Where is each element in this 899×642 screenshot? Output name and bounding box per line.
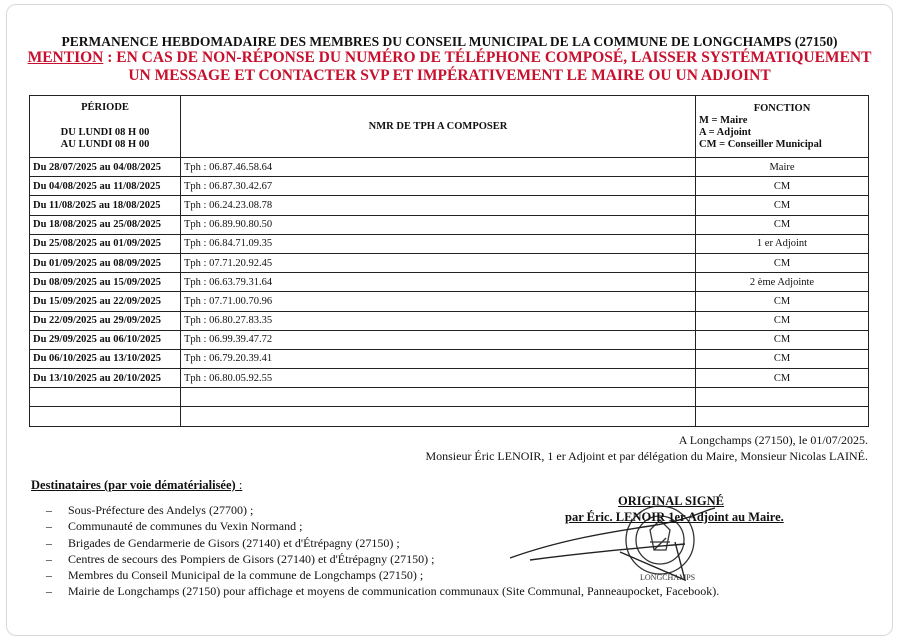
table-row bbox=[30, 330, 869, 349]
phone-cell: Tph : 06.79.20.39.41 bbox=[181, 349, 696, 368]
table-row bbox=[30, 369, 869, 388]
recipient-text: Membres du Conseil Municipal de la commune de Longchamps (27150) ; bbox=[68, 568, 424, 583]
table-row bbox=[30, 253, 869, 272]
period-cell: Du 18/08/2025 au 25/08/2025 bbox=[30, 215, 181, 234]
phone-cell: Tph : 06.99.39.47.72 bbox=[181, 330, 696, 349]
recipient-text: Mairie de Longchamps (27150) pour affichage et moyens de communication communaux (Site Communal, Panneaupocket, Facebook). bbox=[68, 584, 720, 599]
phone-cell: Tph : 06.84.71.09.35 bbox=[181, 234, 696, 253]
phone-cell: Tph : 07.71.00.70.96 bbox=[181, 292, 696, 311]
phone-cell bbox=[181, 388, 696, 407]
mention-line-1 bbox=[0, 49, 899, 67]
table-row bbox=[30, 311, 869, 330]
recipients-title bbox=[31, 478, 242, 493]
recipients-title-text: Destinataires (par voie dématérialisée) bbox=[31, 478, 236, 492]
stamp-text: LONGCHAMPS bbox=[640, 573, 696, 582]
table-row bbox=[30, 158, 869, 177]
signed-by-label: par Éric. LENOIR 1er Adjoint au Maire. bbox=[565, 510, 784, 524]
fonction-cell: CM bbox=[696, 330, 869, 349]
phone-column-header: NMR DE TPH A COMPOSER bbox=[181, 96, 696, 158]
original-signed-label: ORIGINAL SIGNÉ bbox=[618, 494, 724, 508]
table-row bbox=[30, 273, 869, 292]
period-cell: Du 13/10/2025 au 20/10/2025 bbox=[30, 369, 181, 388]
phone-cell: Tph : 06.89.90.80.50 bbox=[181, 215, 696, 234]
table-row bbox=[30, 292, 869, 311]
period-cell: Du 06/10/2025 au 13/10/2025 bbox=[30, 349, 181, 368]
table-row bbox=[30, 234, 869, 253]
period-cell bbox=[30, 407, 181, 426]
period-cell: Du 01/09/2025 au 08/09/2025 bbox=[30, 253, 181, 272]
table-row bbox=[30, 196, 869, 215]
signer-line: Monsieur Éric LENOIR, 1 er Adjoint et par délégation du Maire, Monsieur Nicolas LAINÉ. bbox=[425, 449, 868, 463]
recipient-text: Communauté de communes du Vexin Normand ; bbox=[68, 519, 303, 534]
fonction-cell: CM bbox=[696, 215, 869, 234]
period-cell: Du 25/08/2025 au 01/09/2025 bbox=[30, 234, 181, 253]
bullet-dash: – bbox=[46, 551, 52, 566]
duty-roster-table bbox=[29, 95, 869, 427]
recipient-text: Centres de secours des Pompiers de Gisors (27140) et d'Étrépagny (27150) ; bbox=[68, 551, 435, 566]
table-row bbox=[30, 388, 869, 407]
period-title: PÉRIODE bbox=[81, 102, 129, 113]
period-cell: Du 04/08/2025 au 11/08/2025 bbox=[30, 177, 181, 196]
table-row bbox=[30, 215, 869, 234]
phone-cell: Tph : 06.63.79.31.64 bbox=[181, 273, 696, 292]
period-to: AU LUNDI 08 H 00 bbox=[60, 139, 150, 150]
fonction-cell bbox=[696, 388, 869, 407]
fonction-title: FONCTION bbox=[753, 102, 811, 114]
mention-label: MENTION bbox=[27, 49, 104, 66]
legend-adjoint: A = Adjoint bbox=[699, 126, 752, 138]
fonction-column-header bbox=[696, 96, 869, 158]
period-cell: Du 28/07/2025 au 04/08/2025 bbox=[30, 158, 181, 177]
fonction-cell: CM bbox=[696, 177, 869, 196]
bullet-dash: – bbox=[46, 503, 52, 517]
phone-cell: Tph : 06.80.05.92.55 bbox=[181, 369, 696, 388]
phone-cell: Tph : 06.24.23.08.78 bbox=[181, 196, 696, 215]
fonction-cell bbox=[696, 407, 869, 426]
bullet-dash: – bbox=[46, 535, 52, 550]
legend-conseiller: CM = Conseiller Municipal bbox=[699, 138, 822, 150]
period-cell: Du 29/09/2025 au 06/10/2025 bbox=[30, 330, 181, 349]
recipient-text: Sous-Préfecture des Andelys (27700) ; bbox=[68, 503, 254, 517]
recipient-text: Brigades de Gendarmerie de Gisors (27140) et d'Étrépagny (27150) ; bbox=[68, 535, 400, 550]
fonction-cell: 2 ème Adjointe bbox=[696, 273, 869, 292]
period-cell: Du 15/09/2025 au 22/09/2025 bbox=[30, 292, 181, 311]
table-row bbox=[30, 177, 869, 196]
phone-cell: Tph : 07.71.20.92.45 bbox=[181, 253, 696, 272]
fonction-cell: CM bbox=[696, 196, 869, 215]
period-from: DU LUNDI 08 H 00 bbox=[60, 127, 150, 138]
fonction-cell: 1 er Adjoint bbox=[696, 234, 869, 253]
period-cell: Du 11/08/2025 au 18/08/2025 bbox=[30, 196, 181, 215]
fonction-cell: Maire bbox=[696, 158, 869, 177]
fonction-cell: CM bbox=[696, 253, 869, 272]
place-date: A Longchamps (27150), le 01/07/2025. bbox=[678, 433, 868, 447]
recipients-title-suffix: : bbox=[235, 478, 243, 492]
bullet-dash: – bbox=[46, 568, 52, 583]
mention-line-2: UN MESSAGE ET CONTACTER SVP ET IMPÉRATIVEMENT LE MAIRE OU UN ADJOINT bbox=[128, 67, 771, 84]
mention-text-1: : EN CAS DE NON-RÉPONSE DU NUMÉRO DE TÉLÉPHONE COMPOSÉ, LAISSER SYSTÉMATIQUEMENT bbox=[103, 49, 872, 66]
period-cell bbox=[30, 388, 181, 407]
document-title: PERMANENCE HEBDOMADAIRE DES MEMBRES DU CONSEIL MUNICIPAL DE LA COMMUNE DE LONGCHAMPS (27150) bbox=[61, 34, 838, 49]
table-row bbox=[30, 407, 869, 426]
fonction-cell: CM bbox=[696, 369, 869, 388]
period-column-header bbox=[30, 96, 181, 158]
fonction-cell: CM bbox=[696, 349, 869, 368]
period-cell: Du 22/09/2025 au 29/09/2025 bbox=[30, 311, 181, 330]
legend-maire: M = Maire bbox=[699, 114, 748, 126]
bullet-dash: – bbox=[46, 519, 52, 534]
table-row bbox=[30, 349, 869, 368]
phone-cell bbox=[181, 407, 696, 426]
fonction-cell: CM bbox=[696, 311, 869, 330]
phone-cell: Tph : 06.80.27.83.35 bbox=[181, 311, 696, 330]
phone-cell: Tph : 06.87.30.42.67 bbox=[181, 177, 696, 196]
period-cell: Du 08/09/2025 au 15/09/2025 bbox=[30, 273, 181, 292]
fonction-cell: CM bbox=[696, 292, 869, 311]
bullet-dash: – bbox=[46, 584, 52, 599]
phone-cell: Tph : 06.87.46.58.64 bbox=[181, 158, 696, 177]
table-header-row bbox=[30, 96, 869, 158]
